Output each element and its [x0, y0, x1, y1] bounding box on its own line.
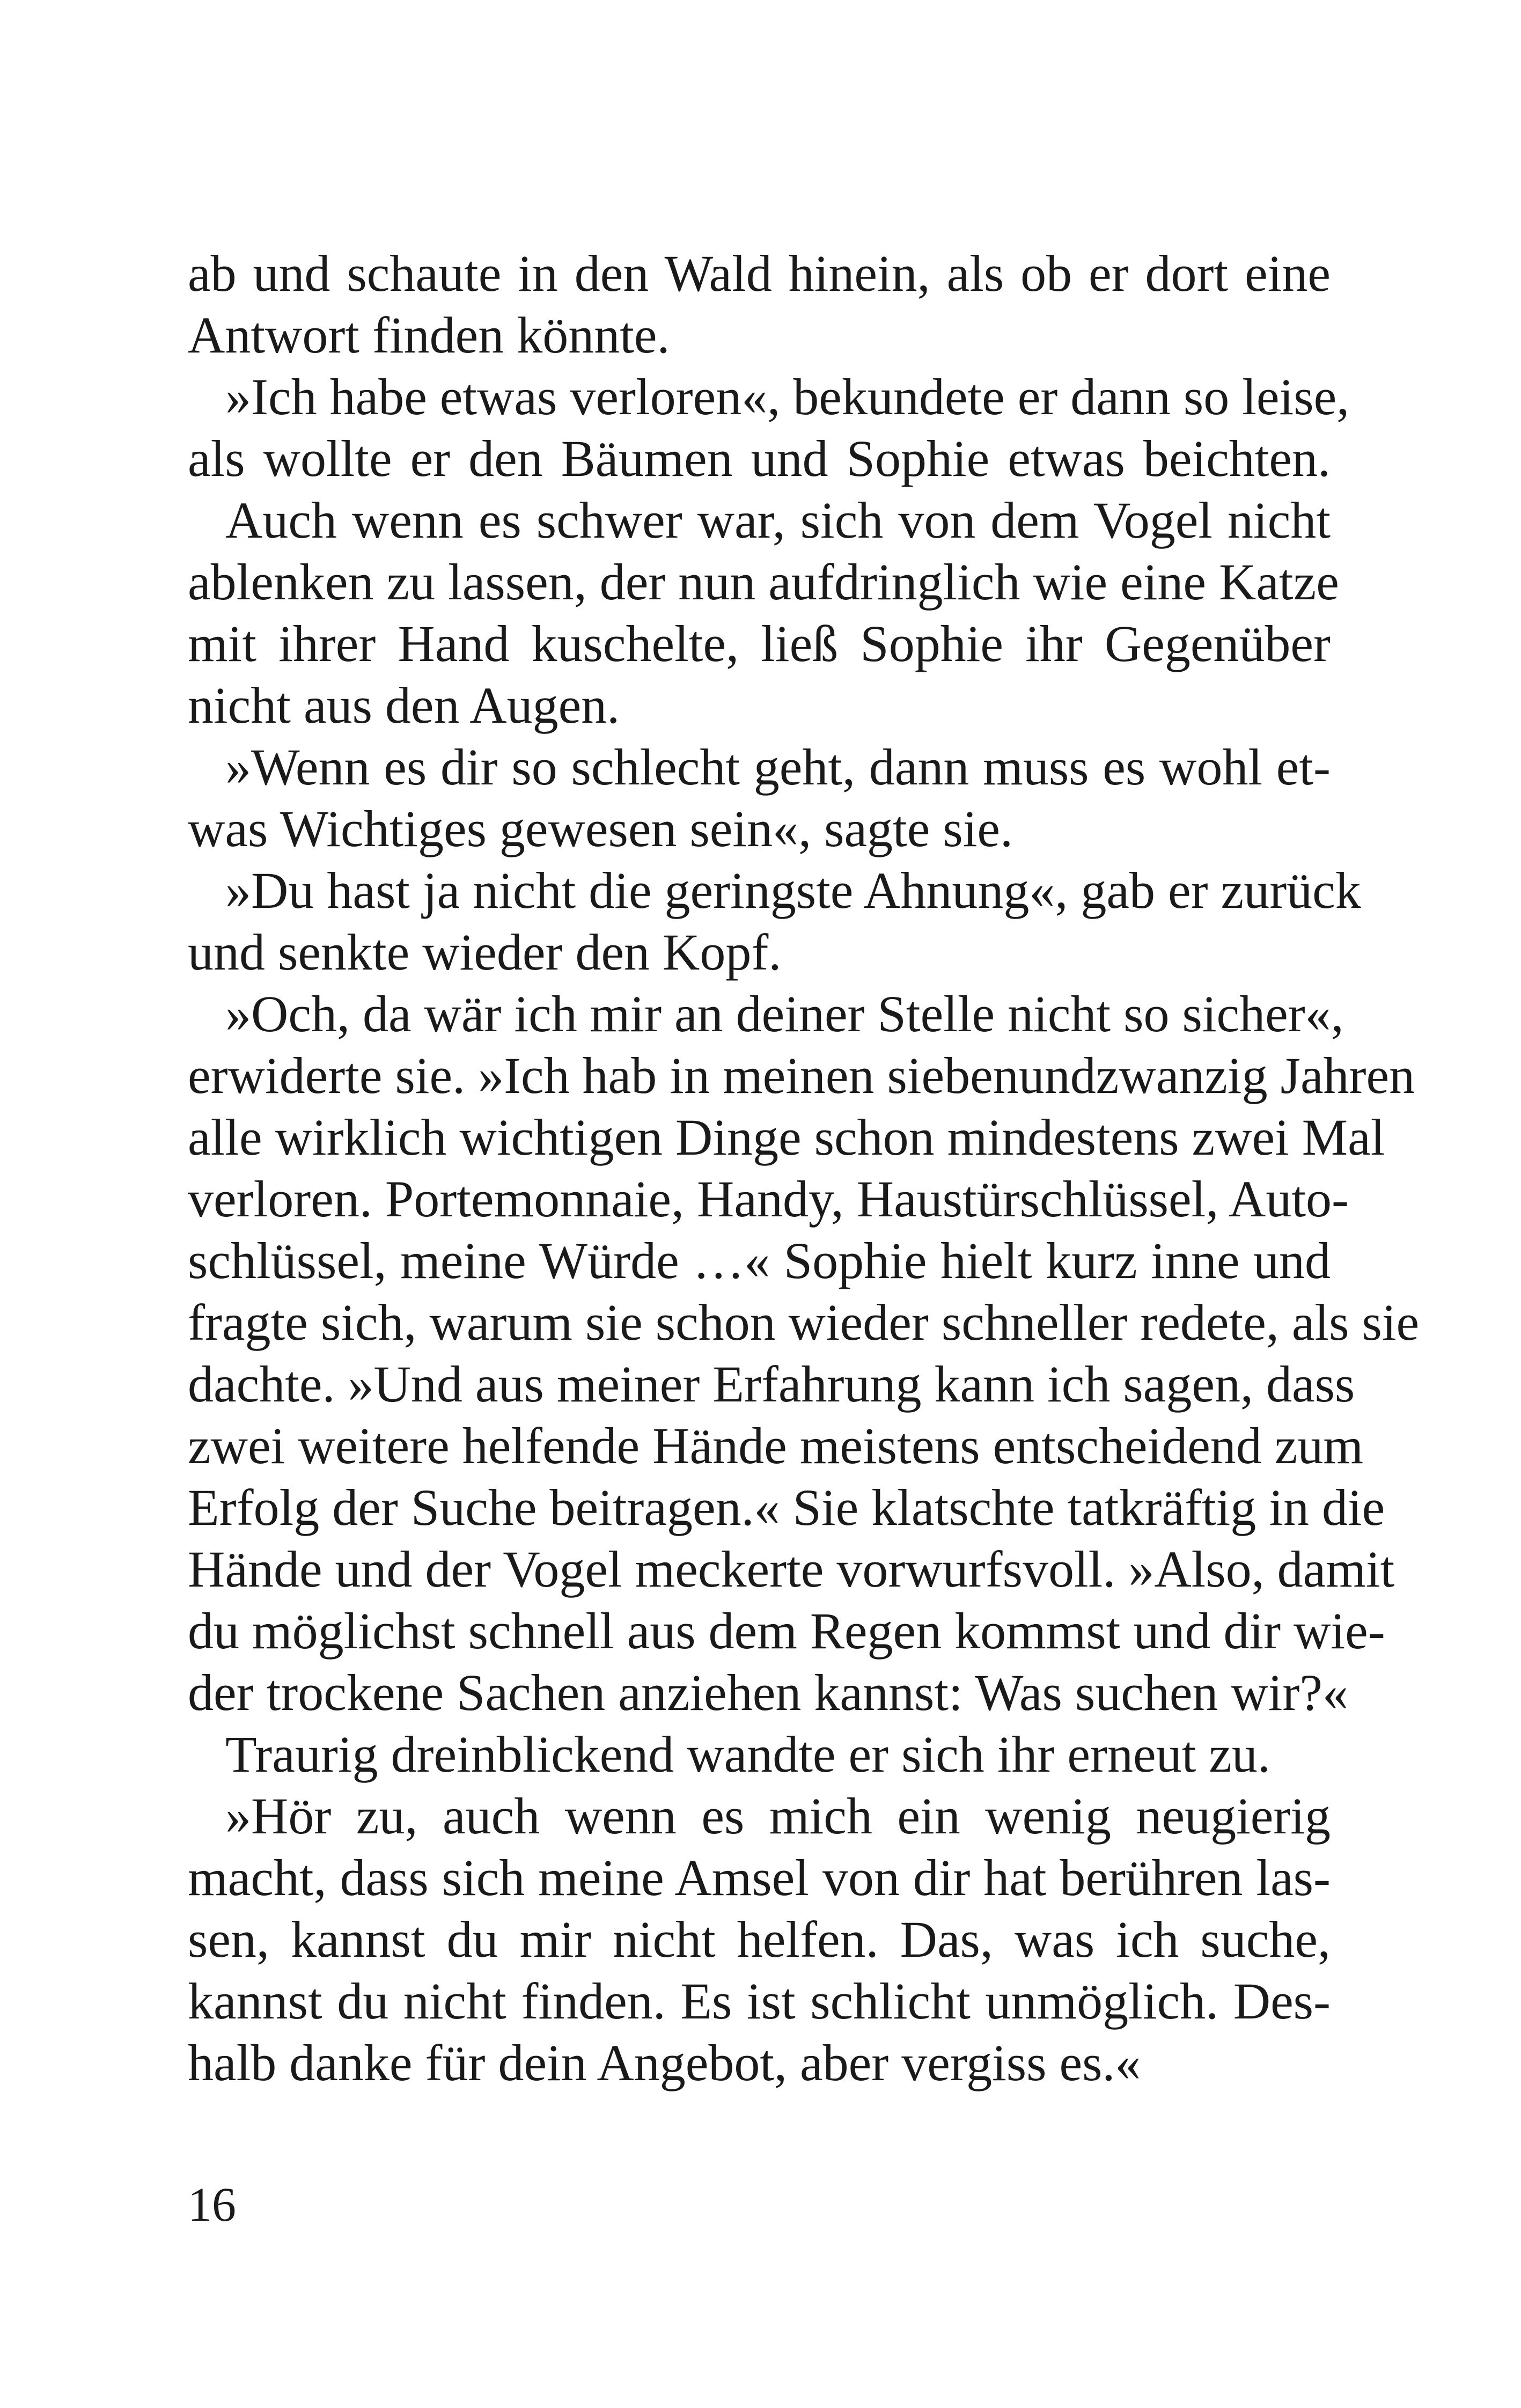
text-line: kannst du nicht finden. Es ist schlicht unmöglich. Des-	[188, 1972, 1331, 2030]
text-line: Antwort finden könnte.	[188, 306, 670, 364]
text-line: halb danke für dein Angebot, aber vergiss es.«	[188, 2034, 1141, 2091]
text-line: nicht aus den Augen.	[188, 677, 620, 734]
text-line: »Och, da wär ich mir an deiner Stelle nicht so sicher«,	[225, 985, 1344, 1043]
text-line: Traurig dreinblickend wandte er sich ihr erneut zu.	[225, 1726, 1270, 1783]
text-line: ab und schaute in den Wald hinein, als ob er dort eine	[188, 245, 1331, 302]
text-line: und senkte wieder den Kopf.	[188, 923, 782, 981]
text-line: erwiderte sie. »Ich hab in meinen siebenundzwanzig Jahren	[188, 1047, 1415, 1104]
text-line: schlüssel, meine Würde …« Sophie hielt kurz inne und	[188, 1232, 1331, 1289]
text-line: »Du hast ja nicht die geringste Ahnung«, gab er zurück	[225, 862, 1361, 919]
text-line: der trockene Sachen anziehen kannst: Was suchen wir?«	[188, 1664, 1348, 1721]
text-line: als wollte er den Bäumen und Sophie etwas beichten.	[188, 430, 1331, 487]
text-line: macht, dass sich meine Amsel von dir hat berühren las-	[188, 1849, 1331, 1906]
page-number: 16	[188, 2178, 236, 2231]
text-line: ablenken zu lassen, der nun aufdringlich wie eine Katze	[188, 553, 1339, 611]
text-line: Erfolg der Suche beitragen.« Sie klatschte tatkräftig in die	[188, 1479, 1385, 1536]
text-line: du möglichst schnell aus dem Regen kommst und dir wie-	[188, 1602, 1385, 1660]
text-line: Hände und der Vogel meckerte vorwurfsvoll. »Also, damit	[188, 1540, 1395, 1598]
text-line: was Wichtiges gewesen sein«, sagte sie.	[188, 800, 1013, 857]
text-line: fragte sich, warum sie schon wieder schneller redete, als sie	[188, 1294, 1420, 1351]
text-line: »Wenn es dir so schlecht geht, dann muss es wohl et-	[225, 738, 1331, 796]
text-line: dachte. »Und aus meiner Erfahrung kann ich sagen, dass	[188, 1355, 1355, 1413]
text-line: »Ich habe etwas verloren«, bekundete er dann so leise,	[225, 368, 1350, 425]
text-line: zwei weitere helfende Hände meistens entscheidend zum	[188, 1417, 1364, 1474]
text-line: alle wirklich wichtigen Dinge schon mindestens zwei Mal	[188, 1108, 1385, 1166]
text-line: mit ihrer Hand kuschelte, ließ Sophie ihr Gegenüber	[188, 615, 1331, 672]
text-line: verloren. Portemonnaie, Handy, Haustürschlüssel, Auto-	[188, 1170, 1349, 1228]
text-line: Auch wenn es schwer war, sich von dem Vogel nicht	[225, 491, 1331, 549]
text-line: sen, kannst du mir nicht helfen. Das, was ich suche,	[188, 1911, 1331, 1968]
text-line: »Hör zu, auch wenn es mich ein wenig neugierig	[225, 1787, 1331, 1845]
